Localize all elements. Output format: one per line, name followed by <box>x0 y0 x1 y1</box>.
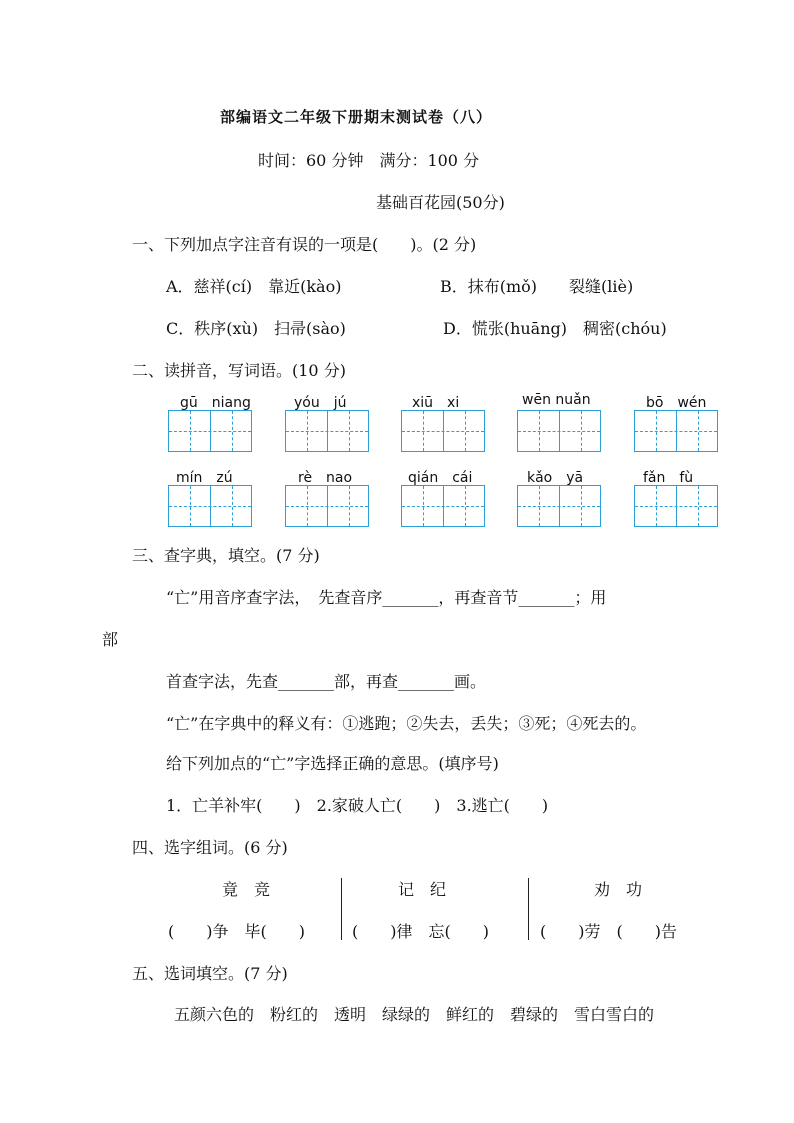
section-heading: 基础百花园(50分) <box>376 193 505 212</box>
q3-stem: 三、查字典，填空。(7 分) <box>132 546 320 565</box>
q3-line-1b: 部 <box>102 630 119 649</box>
q4-stem: 四、选字组词。(6 分) <box>132 838 288 857</box>
pinyin-9: kǎo yā <box>527 470 584 486</box>
q1-option-a: A．慈祥(cí) 靠近(kào) <box>166 277 342 296</box>
q4-group3-words: ( )劳 ( )告 <box>540 922 677 941</box>
q1-option-c: C．秩序(xù) 扫帚(sào) <box>166 319 346 338</box>
q4-group2-chars: 记 纪 <box>398 880 447 899</box>
pinyin-3: xiū xi <box>412 395 460 411</box>
q4-group3-chars: 劝 功 <box>594 880 643 899</box>
q1-option-b: B．抹布(mǒ) 裂缝(liè) <box>440 277 634 296</box>
q5-stem: 五、选词填空。(7 分) <box>132 964 288 983</box>
pinyin-1: gū niang <box>180 395 251 411</box>
q3-line-2: 首查字法，先查_______部，再查_______画。 <box>166 672 487 691</box>
q1-option-d: D．慌张(huāng) 稠密(chóu) <box>443 319 667 338</box>
pinyin-8: qián cái <box>408 470 473 486</box>
pinyin-7: rè nao <box>298 470 353 486</box>
q5-word-bank: 五颜六色的 粉红的 透明 绿绿的 鲜红的 碧绿的 雪白雪白的 <box>174 1005 655 1024</box>
time-score-line: 时间：60 分钟 满分：100 分 <box>258 151 480 170</box>
q3-line-5: 1．亡羊补牢( ) 2.家破人亡( ) 3.逃亡( ) <box>166 796 549 815</box>
writing-grid[interactable] <box>285 410 369 452</box>
q4-group1-words: ( )争 毕( ) <box>168 922 305 941</box>
q3-line-4: 给下列加点的“亡”字选择正确的意思。(填序号) <box>166 754 499 773</box>
writing-grid[interactable] <box>168 485 252 527</box>
q4-group1-chars: 竟 竞 <box>222 880 271 899</box>
writing-grid[interactable] <box>517 485 601 527</box>
q4-group2-words: ( )律 忘( ) <box>352 922 489 941</box>
writing-grid[interactable] <box>285 485 369 527</box>
pinyin-6: mín zú <box>176 470 233 486</box>
writing-grid[interactable] <box>401 485 485 527</box>
writing-grid[interactable] <box>517 410 601 452</box>
writing-grid[interactable] <box>168 410 252 452</box>
writing-grid[interactable] <box>401 410 485 452</box>
page-title: 部编语文二年级下册期末测试卷（八） <box>220 108 493 126</box>
q3-line-1: “亡”用音序查字法， 先查音序_______，再查音节_______；用 <box>166 588 607 607</box>
pinyin-5: bō wén <box>646 395 707 411</box>
q1-stem: 一、下列加点字注音有误的一项是( )。(2 分) <box>132 235 477 254</box>
q3-line-3: “亡”在字典中的释义有：①逃跑；②失去，丢失；③死；④死去的。 <box>166 714 647 733</box>
divider <box>528 878 529 940</box>
pinyin-2: yóu jú <box>294 395 347 411</box>
q2-stem: 二、读拼音，写词语。(10 分) <box>132 361 346 380</box>
writing-grid[interactable] <box>634 485 718 527</box>
pinyin-10: fǎn fù <box>643 470 694 486</box>
pinyin-4: wēn nuǎn <box>522 392 591 408</box>
divider <box>341 878 342 940</box>
writing-grid[interactable] <box>634 410 718 452</box>
